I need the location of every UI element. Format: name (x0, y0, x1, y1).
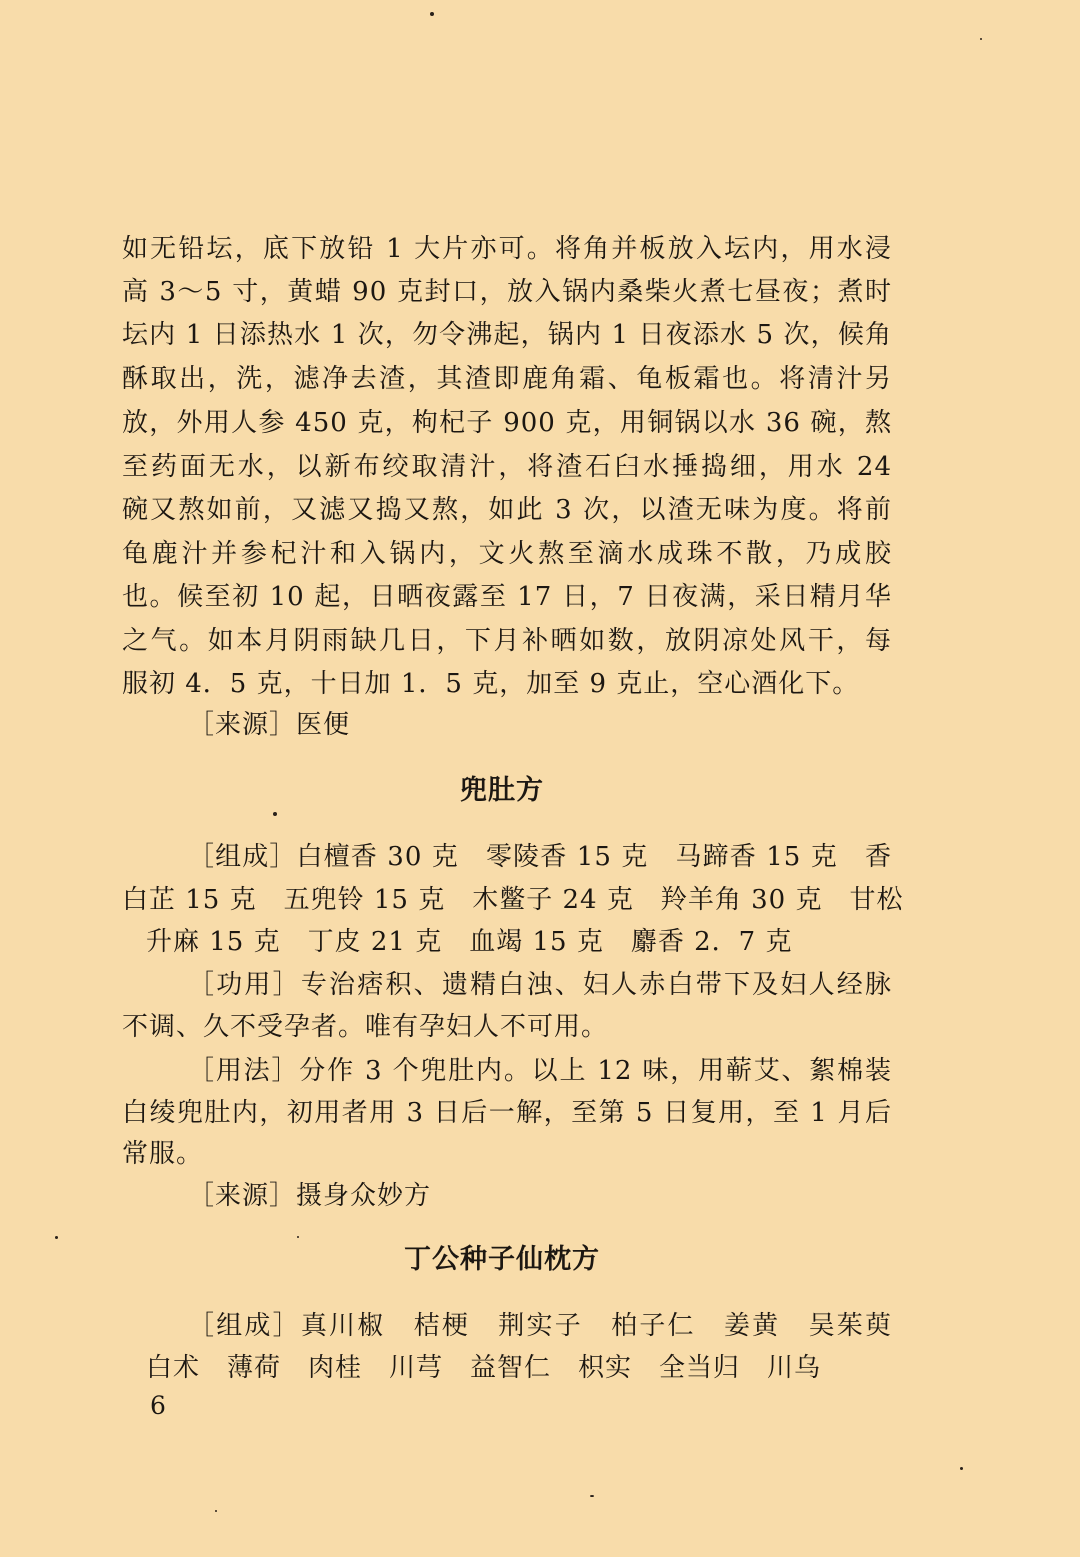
scan-speck (55, 1236, 58, 1239)
text-line: 如无铅坛，底下放铅 1 大片亦可。将角并板放入坛内，用水浸 (122, 234, 892, 264)
scan-speck (980, 38, 982, 40)
section-title: 兜肚方 (460, 775, 544, 806)
scan-speck (960, 1467, 963, 1470)
scan-speck (297, 1236, 299, 1238)
composition-line: ［组成］真川椒 桔梗 荆实子 柏子仁 姜黄 吴茱萸 (188, 1311, 892, 1341)
text-line: 也。候至初 10 起，日晒夜露至 17 日，7 日夜满，采日精月华 (122, 582, 892, 612)
text-line: 之气。如本月阴雨缺几日，下月补晒如数，放阴凉处风干，每 (122, 626, 892, 656)
text-line: 坛内 1 日添热水 1 次，勿令沸起，锅内 1 日夜添水 5 次，候角 (122, 320, 892, 350)
section-title: 丁公种子仙枕方 (404, 1244, 600, 1275)
text-line: 至药面无水，以新布绞取清汁，将渣石臼水捶捣细，用水 24 (122, 452, 892, 482)
scan-speck (215, 1510, 217, 1512)
text-line: 放，外用人参 450 克，枸杞子 900 克，用铜锅以水 36 碗，熬 (122, 408, 892, 438)
composition-line: ［组成］白檀香 30 克 零陵香 15 克 马蹄香 15 克 香 (188, 842, 892, 872)
usage-line: ［用法］分作 3 个兜肚内。以上 12 味，用蕲艾、絮棉装 (188, 1056, 892, 1086)
function-line: 不调、久不受孕者。唯有孕妇人不可用。 (122, 1012, 609, 1042)
scan-speck (590, 1495, 594, 1497)
page-number: 6 (150, 1391, 166, 1420)
source-line: ［来源］医便 (188, 710, 351, 740)
source-line: ［来源］摄身众妙方 (188, 1181, 432, 1211)
function-line: ［功用］专治痞积、遗精白浊、妇人赤白带下及妇人经脉 (188, 970, 892, 1000)
usage-line: 白绫兜肚内，初用者用 3 日后一解，至第 5 日复用，至 1 月后 (122, 1098, 892, 1128)
composition-line: 升麻 15 克 丁皮 21 克 血竭 15 克 麝香 2．7 克 (146, 927, 793, 957)
composition-line: 白术 薄荷 肉桂 川芎 益智仁 枳实 全当归 川乌 (146, 1353, 822, 1383)
usage-line: 常服。 (122, 1139, 204, 1169)
scan-speck (430, 12, 434, 16)
text-line: 服初 4．5 克，十日加 1．5 克，加至 9 克止，空心酒化下。 (122, 669, 860, 699)
text-line: 高 3～5 寸，黄蜡 90 克封口，放入锅内桑柴火煮七昼夜；煮时 (122, 277, 892, 307)
scan-speck (273, 812, 277, 816)
text-line: 龟鹿汁并参杞汁和入锅内，文火熬至滴水成珠不散，乃成胶 (122, 539, 892, 569)
composition-line: 白芷 15 克 五兜铃 15 克 木鳖子 24 克 羚羊角 30 克 甘松 (122, 885, 904, 915)
text-line: 碗又熬如前，又滤又捣又熬，如此 3 次，以渣无味为度。将前 (122, 495, 892, 525)
text-line: 酥取出，洗，滤净去渣，其渣即鹿角霜、龟板霜也。将清汁另 (122, 364, 892, 394)
